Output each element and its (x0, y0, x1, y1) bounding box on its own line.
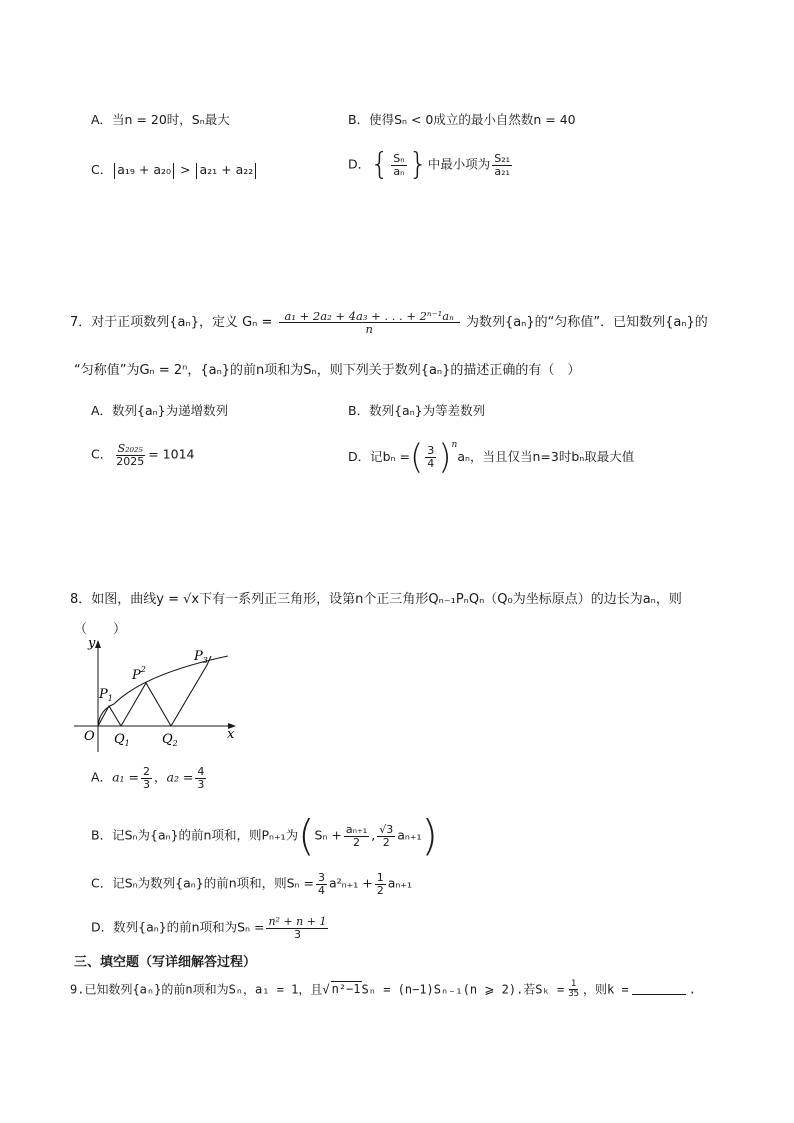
abs-bar-right (173, 163, 174, 179)
fraction: $\frac{\text{S₂₀₂₅}}{2025}$ (116, 442, 145, 468)
section-heading: 三、填空题（写详细解答过程） (74, 955, 257, 970)
fraction: $\frac{1}{35}$ (568, 979, 580, 1000)
q8-figure (66, 632, 246, 752)
paren-right: ) (421, 811, 438, 860)
fraction: $\frac{\text{S₂₁}}{\text{a₂₁}}$ (494, 151, 511, 178)
fraction: $\frac{3}{4}$ (317, 871, 325, 897)
option-label: A． (91, 769, 113, 785)
sqrt-radicand: n²−1 (331, 982, 361, 997)
abs-bar-right (255, 163, 256, 179)
q6-option-c (91, 160, 258, 179)
q7-option-c (91, 443, 195, 467)
x-axis-label: x (227, 727, 235, 742)
abs-bar-left (196, 163, 197, 179)
triangle-3 (171, 656, 211, 726)
q6-option-d (348, 147, 514, 182)
q8-option-d: D．数列{aₙ}的前n项和为Sₙ = $\frac{\text{n² + n + 1}}{3}$ (91, 915, 327, 941)
q7-option-a: A．数列{aₙ}为递增数列 (91, 403, 229, 418)
q6d-text: 中最小项为 (427, 156, 491, 172)
y-axis-label: y (88, 636, 96, 651)
exponent: n (451, 440, 458, 450)
q8-stem-line1: 8．如图，曲线y = √x下有一系列正三角形，设第n个正三角形Qₙ₋₁PₙQₙ（Q₀为坐标原点）的边长为aₙ，则 (70, 592, 682, 607)
q8-option-c: C．记Sₙ为数列{aₙ}的前n项和，则Sₙ = $\frac{3}{4}$ a²ₙ₊₁ + $\frac{1}{2}$ aₙ₊₁ (91, 871, 412, 897)
option-label: C． (91, 446, 113, 462)
q1-label: $Q_1$ (114, 732, 130, 748)
q9-stem: 9.已知数列{aₙ}的前n项和为Sₙ，a₁ = 1，且√ n²−1Sₙ = (n−1)Sₙ₋₁(n ⩾ 2).若Sₖ = $\frac{1}{35}$ ，则k = . (70, 979, 696, 1000)
fraction: $\frac{2}{3}$ (142, 765, 150, 791)
y-axis-arrow (95, 640, 101, 648)
q7-option-d: D．记bₙ =( $\frac{3}{4}$ )$^n$aₙ，当且仅当n=3时bₙ取最大值 (348, 437, 635, 478)
triangle-1 (98, 706, 121, 726)
paren-left: ( (410, 437, 424, 478)
q7-option-b: B．数列{aₙ}为等差数列 (348, 403, 486, 418)
q6c-right-expr: a₂₁ + a₂₂ (199, 162, 254, 177)
fraction: $\frac{√3}{2}$ (379, 822, 394, 849)
fraction: $\frac{1}{2}$ (376, 871, 384, 897)
q6c-left-expr: a₁₉ + a₂₀ (117, 162, 172, 177)
paren-left: ( (298, 811, 315, 860)
q7c-value: = 1014 (148, 446, 195, 462)
q8-stem-line2: （ ） (74, 622, 127, 637)
paren-right: ) (438, 437, 452, 478)
q8-option-a: A．a₁ = $\frac{2}{3}$ ，a₂ = $\frac{4}{3}$ (91, 765, 205, 791)
abs-bar-left (114, 163, 115, 179)
g-fraction: $\frac{\text{a₁ + 2a₂ + 4a₃ + . . . + 2ⁿ⁻¹aₙ}}{n}$ (279, 310, 460, 335)
fraction: $\frac{\text{Sₙ}}{\text{aₙ}}$ (393, 151, 405, 178)
fraction: $\frac{4}{3}$ (197, 765, 205, 791)
option-label: D． (348, 156, 371, 172)
answer-blank[interactable] (632, 994, 686, 995)
brace-left: { (370, 147, 390, 182)
brace-right: } (408, 147, 428, 182)
p1-label: $P_1$ (99, 687, 113, 703)
fraction: $\frac{3}{4}$ (427, 444, 435, 470)
sqrt-curve (98, 656, 228, 726)
fraction: $\frac{\text{n² + n + 1}}{3}$ (268, 915, 327, 941)
option-label: C． (91, 162, 113, 177)
p3-label: $P_3$ (194, 649, 208, 665)
origin-label: O (84, 729, 95, 744)
q6-option-a: A．当n = 20时，Sₙ最大 (91, 112, 230, 127)
triangle-2 (121, 683, 171, 726)
q6-option-b: B．使得Sₙ < 0成立的最小自然数n = 40 (348, 112, 576, 127)
q2-label: $Q_2$ (162, 732, 178, 748)
p2-label: $P^2$ (132, 665, 146, 683)
q8-option-b: B．记Sₙ为{aₙ}的前n项和，则Pₙ₊₁为(Sₙ + $\frac{\text{aₙ₊₁}}{2}$ , $\frac{√3}{2}$ aₙ₊₁) (91, 811, 438, 860)
q6c-gt: > (180, 162, 191, 177)
fraction: $\frac{\text{aₙ₊₁}}{2}$ (345, 822, 368, 849)
q7-stem-line2: “匀称值”为Gₙ = 2ⁿ，{aₙ}的前n项和为Sₙ，则下列关于数列{aₙ}的描述正确的有（ ） (74, 363, 581, 378)
sqrt-sign: √ (322, 982, 330, 997)
q7-stem-line1: 7．对于正项数列{aₙ}，定义 Gₙ = $\frac{\text{a₁ + 2a₂ + 4a₃ + . . . + 2ⁿ⁻¹aₙ}}{n}$ 为数列{aₙ}的“匀称值”．已知数列{aₙ}的 (70, 309, 708, 337)
